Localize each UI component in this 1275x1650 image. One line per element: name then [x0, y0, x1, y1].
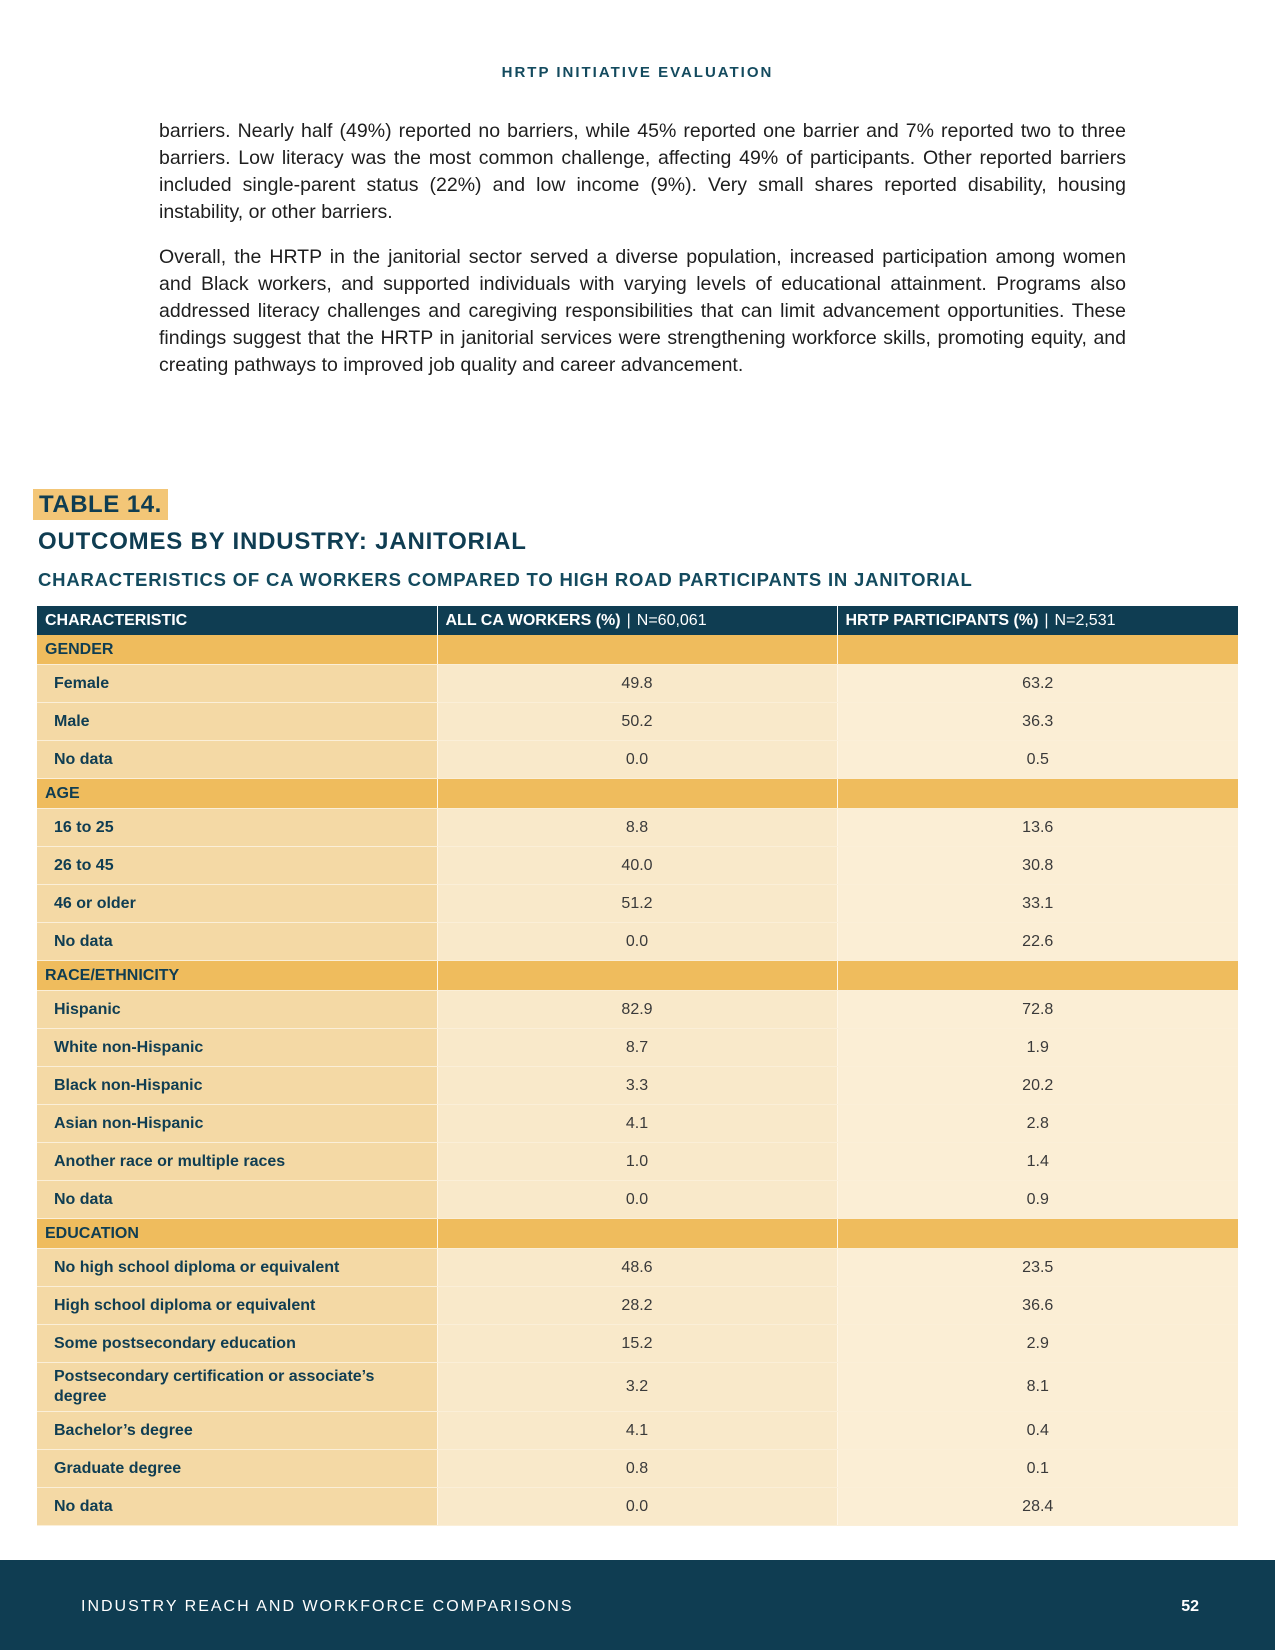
- table-row: [37, 809, 1238, 847]
- row-label: Hispanic: [37, 991, 437, 1029]
- table-row: [37, 847, 1238, 885]
- ca-workers-value: 4.1: [437, 1105, 837, 1143]
- section-label: GENDER: [37, 635, 437, 665]
- row-label: Another race or multiple races: [37, 1143, 437, 1181]
- table-row: [37, 741, 1238, 779]
- table-row: [37, 665, 1238, 703]
- table-row: [37, 1325, 1238, 1363]
- table-row: [37, 1287, 1238, 1325]
- ca-workers-value: 0.0: [437, 1181, 837, 1219]
- ca-workers-value: 48.6: [437, 1249, 837, 1287]
- body-text: [159, 118, 1126, 397]
- row-label: Postsecondary certification or associate’s degree: [37, 1363, 437, 1412]
- ca-workers-value: 40.0: [437, 847, 837, 885]
- paragraph-barriers: barriers. Nearly half (49%) reported no barriers, while 45% reported one barrier and 7% reported two to three barriers. Low literacy was the most common challenge, affecting 49% of participants. Other reported barriers included single-parent status (22%) and low income (9%). Very small shares reported disability, housing instability, or other barriers.: [159, 120, 1126, 223]
- section-blank-cell: [437, 1219, 837, 1249]
- ca-workers-value: 49.8: [437, 665, 837, 703]
- table-row: [37, 1363, 1238, 1412]
- table-subtitle: CHARACTERISTICS OF CA WORKERS COMPARED TO HIGH ROAD PARTICIPANTS IN JANITORIAL: [38, 569, 973, 590]
- row-label: 46 or older: [37, 885, 437, 923]
- section-blank-cell: [837, 961, 1238, 991]
- ca-workers-value: 3.3: [437, 1067, 837, 1105]
- ca-workers-value: 1.0: [437, 1143, 837, 1181]
- table-row: [37, 1488, 1238, 1526]
- section-blank-cell: [837, 1219, 1238, 1249]
- ca-workers-value: 0.8: [437, 1450, 837, 1488]
- hrtp-value: 0.5: [837, 741, 1238, 779]
- hrtp-value: 2.9: [837, 1325, 1238, 1363]
- row-label: Bachelor’s degree: [37, 1412, 437, 1450]
- row-label: No data: [37, 741, 437, 779]
- table-row: [37, 703, 1238, 741]
- section-blank-cell: [437, 779, 837, 809]
- ca-workers-value: 8.7: [437, 1029, 837, 1067]
- column-header-hrtp: [837, 606, 1238, 635]
- footer-section-name: INDUSTRY REACH AND WORKFORCE COMPARISONS: [81, 1598, 574, 1615]
- table-row: [37, 1143, 1238, 1181]
- section-row: [37, 779, 1238, 809]
- table-row: [37, 1181, 1238, 1219]
- table-row: [37, 1450, 1238, 1488]
- column-header-hrtp-label: HRTP PARTICIPANTS (%): [845, 611, 1039, 629]
- table-row: [37, 1412, 1238, 1450]
- row-label: Graduate degree: [37, 1450, 437, 1488]
- section-blank-cell: [837, 635, 1238, 665]
- hrtp-value: 22.6: [837, 923, 1238, 961]
- ca-workers-value: 82.9: [437, 991, 837, 1029]
- hrtp-value: 23.5: [837, 1249, 1238, 1287]
- table-row: [37, 885, 1238, 923]
- section-blank-cell: [437, 961, 837, 991]
- row-label: High school diploma or equivalent: [37, 1287, 437, 1325]
- row-label: Black non-Hispanic: [37, 1067, 437, 1105]
- hrtp-value: 72.8: [837, 991, 1238, 1029]
- hrtp-value: 1.4: [837, 1143, 1238, 1181]
- hrtp-value: 28.4: [837, 1488, 1238, 1526]
- ca-workers-value: 0.0: [437, 923, 837, 961]
- section-blank-cell: [837, 779, 1238, 809]
- column-header-ca-workers: [437, 606, 837, 635]
- row-label: Asian non-Hispanic: [37, 1105, 437, 1143]
- characteristics-table: [37, 606, 1238, 1526]
- ca-workers-value: 28.2: [437, 1287, 837, 1325]
- section-label: EDUCATION: [37, 1219, 437, 1249]
- section-row: [37, 635, 1238, 665]
- hrtp-value: 2.8: [837, 1105, 1238, 1143]
- section-label: RACE/ETHNICITY: [37, 961, 437, 991]
- page-footer: [0, 1560, 1275, 1650]
- ca-workers-value: 8.8: [437, 809, 837, 847]
- hrtp-value: 0.9: [837, 1181, 1238, 1219]
- row-label: Some postsecondary education: [37, 1325, 437, 1363]
- table-row: [37, 991, 1238, 1029]
- row-label: 26 to 45: [37, 847, 437, 885]
- row-label: Male: [37, 703, 437, 741]
- table-row: [37, 923, 1238, 961]
- section-label: AGE: [37, 779, 437, 809]
- row-label: 16 to 25: [37, 809, 437, 847]
- hrtp-value: 1.9: [837, 1029, 1238, 1067]
- row-label: Female: [37, 665, 437, 703]
- table-title: OUTCOMES BY INDUSTRY: JANITORIAL: [38, 528, 527, 555]
- ca-workers-value: 50.2: [437, 703, 837, 741]
- row-label: No data: [37, 1181, 437, 1219]
- row-label: No data: [37, 1488, 437, 1526]
- hrtp-value: 36.6: [837, 1287, 1238, 1325]
- table-row: [37, 1067, 1238, 1105]
- ca-workers-value: 4.1: [437, 1412, 837, 1450]
- ca-workers-value: 0.0: [437, 741, 837, 779]
- hrtp-value: 33.1: [837, 885, 1238, 923]
- hrtp-value: 13.6: [837, 809, 1238, 847]
- hrtp-value: 0.1: [837, 1450, 1238, 1488]
- paragraph-overall: Overall, the HRTP in the janitorial sector served a diverse population, increased participation among women and Black workers, and supported individuals with varying levels of educational attainment. Programs also addressed literacy challenges and caregiving responsibilities that can limit advancement opportunities. These findings suggest that the HRTP in janitorial services were strengthening workforce skills, promoting equity, and creating pathways to improved job quality and career advancement.: [159, 246, 1126, 376]
- hrtp-value: 8.1: [837, 1363, 1238, 1412]
- table-row: [37, 1249, 1238, 1287]
- row-label: No high school diploma or equivalent: [37, 1249, 437, 1287]
- column-header-ca-workers-label: ALL CA WORKERS (%): [445, 611, 621, 629]
- ca-workers-value: 51.2: [437, 885, 837, 923]
- table-row: [37, 1105, 1238, 1143]
- section-blank-cell: [437, 635, 837, 665]
- ca-workers-value: 15.2: [437, 1325, 837, 1363]
- hrtp-value: 63.2: [837, 665, 1238, 703]
- hrtp-sample-size: N=2,531: [1054, 611, 1116, 629]
- table-row: [37, 1029, 1238, 1067]
- hrtp-value: 0.4: [837, 1412, 1238, 1450]
- hrtp-value: 30.8: [837, 847, 1238, 885]
- section-row: [37, 1219, 1238, 1249]
- page-number: 52: [1181, 1598, 1199, 1615]
- ca-workers-value: 3.2: [437, 1363, 837, 1412]
- hrtp-value: 20.2: [837, 1067, 1238, 1105]
- hrtp-value: 36.3: [837, 703, 1238, 741]
- table-header-row: [37, 606, 1238, 635]
- ca-workers-sample-size: N=60,061: [636, 611, 707, 629]
- column-header-characteristic: [37, 606, 437, 635]
- row-label: No data: [37, 923, 437, 961]
- section-row: [37, 961, 1238, 991]
- column-separator: |: [626, 611, 631, 629]
- row-label: White non-Hispanic: [37, 1029, 437, 1067]
- ca-workers-value: 0.0: [437, 1488, 837, 1526]
- table-number-label: TABLE 14.: [33, 489, 168, 520]
- table-body: [37, 635, 1238, 1526]
- running-header: HRTP INITIATIVE EVALUATION: [501, 64, 774, 81]
- column-header-characteristic-label: CHARACTERISTIC: [45, 611, 188, 629]
- column-separator: |: [1044, 611, 1049, 629]
